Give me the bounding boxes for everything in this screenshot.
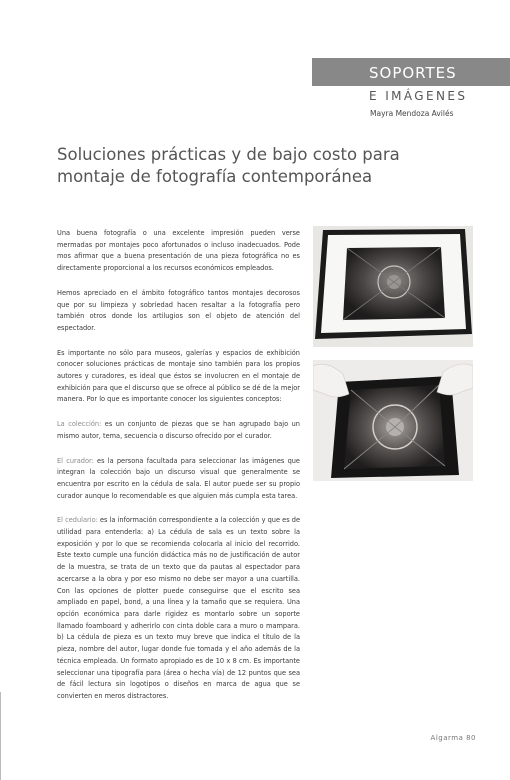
definition-text: es un conjunto de piezas que se han agrupado bajo un mismo autor, tema, secuencia o discurso ofrecido por el curador. <box>57 420 300 440</box>
article-body <box>57 228 300 716</box>
paragraph-text: Hemos apreciado en el ámbito fotográfico tantos montajes decorosos que por su limpieza y sobriedad hacen resaltar a la fotografía pero también otros donde los artilugios son el objeto de atención del espectador. <box>57 288 300 332</box>
page-number: Algarma 80 <box>430 734 476 742</box>
definition-text: es la persona facultada para seleccionar las imágenes que integran la colección bajo un discurso visual que generalmente se encuentra por escrito en la cédula de sala. El autor puede ser su propio curador aunque lo recomendable es que alguien más cumpla esta tarea. <box>57 456 300 500</box>
definition-text: es la información correspondiente a la colección y que es de utilidad para entenderla: a) La cédula de sala es un texto sobre la exposición y por lo que se recomienda colocarla al inicio del recorrido. Este texto cumple una función didáctica más no de justificación de autor de la muestra, se trata de un texto que da pautas al espectador para acercarse a la obra y por eso mismo no debe ser mayor a una cuartilla. Con las opciones de plotter puede conseguirse que el escrito sea ampliado en papel, bond, a una línea y la tamaño que se requiera. Una opción económica para darle rigidez es montarlo sobre un soporte llamado foamboard y adherirlo con cinta doble cara a muro o mampara. b) La cédula de pieza es un texto muy breve que indica el título de la pieza, nombre del autor, lugar donde fue tomada y el año además de la técnica empleada. Un formato apropiado es de 10 x 8 cm. Es importante seleccionar una tipografía para (área o hecha vía) de 12 puntos que sea de fácil lectura sin logotipos o diseños en marca de agua que se convierten en meros distractores. <box>57 516 301 700</box>
framed-photo-image <box>313 226 473 347</box>
section-subtitle: E IMÁGENES <box>369 89 468 103</box>
term-coleccion: La colección: <box>57 420 102 429</box>
paragraph <box>57 348 300 407</box>
term-cedulario: El cedulario: <box>57 516 98 525</box>
section-title: SOPORTES <box>369 64 457 82</box>
paragraph <box>57 228 300 275</box>
author-name: Mayra Mendoza Avilés <box>370 109 454 118</box>
paragraph-text: Una buena fotografía o una excelente impresión pueden verse mermadas por montajes poco afortunados o incluso inadecuados. Pode mos afirmar que a buena presentación de una pieza fotográfica no es directamente proporcional a los recursos económicos empleados. <box>57 229 300 273</box>
page-edge-rule <box>0 692 1 780</box>
paragraph-text: Es importante no sólo para museos, galerías y espacios de exhibición conocer soluciones prácticas de montaje sino también para los propios autores y curadores, es ideal que éstos se involucren en el montaje de exhibición para que el discurso que se ofrece al público se dé de la mejor manera. Por lo que es importante conocer los siguientes conceptos: <box>57 348 300 404</box>
mounted-photo-image <box>313 360 473 481</box>
framed-photo-illustration <box>313 226 473 347</box>
definition-curador <box>57 456 300 503</box>
mounted-photo-illustration <box>313 360 473 481</box>
article-title: Soluciones prácticas y de bajo costo para montaje de fotografía contemporánea <box>57 145 400 186</box>
definition-coleccion <box>57 419 300 442</box>
paragraph <box>57 288 300 335</box>
definition-cedulario <box>57 515 300 702</box>
term-curador: El curador: <box>57 456 94 465</box>
